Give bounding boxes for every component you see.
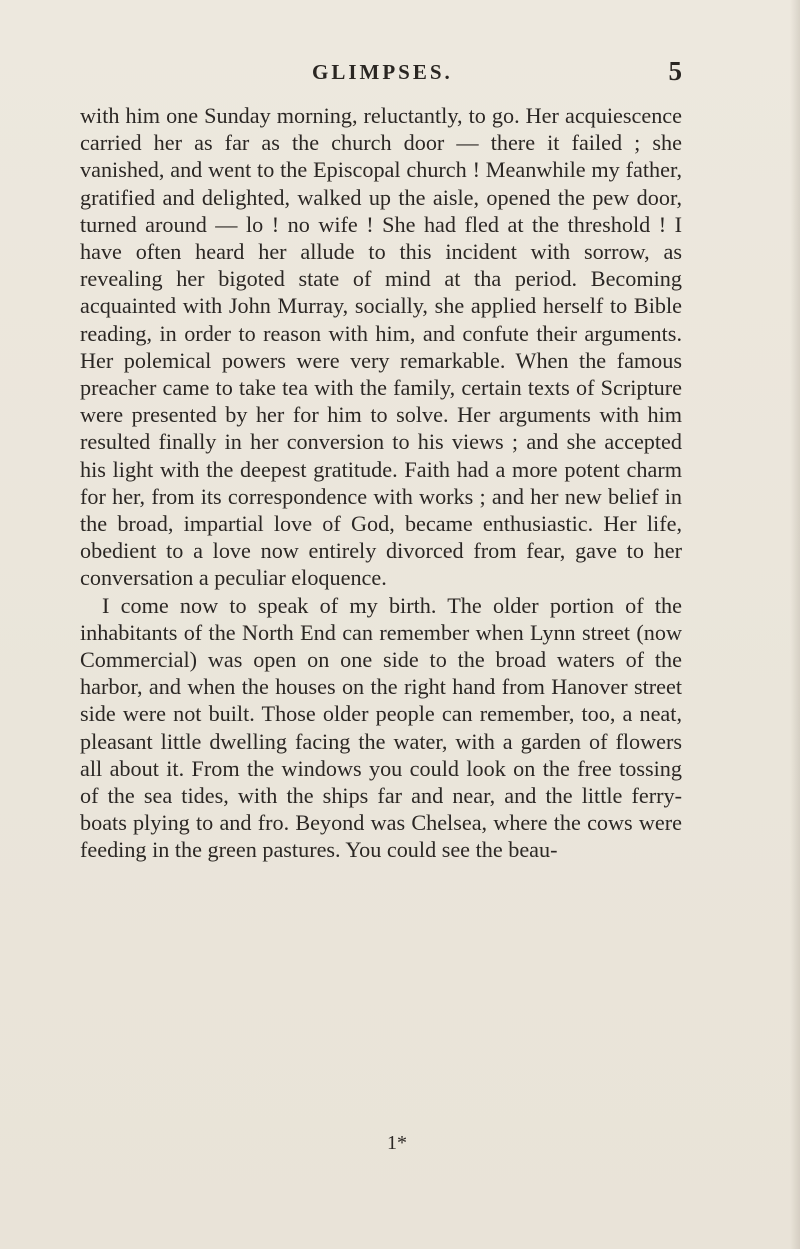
paragraph-1: with him one Sunday morning, reluctantly, to go. Her acquiescence carried her as far as the church door — there it failed ; she vanished, and went to the Episcopal church ! Meanwhile my father, gratified and delighted, walked up the aisle, opened the pew door, turned around — lo ! no wife ! She had fled at the threshold ! I have often heard her allude to this incident with sorrow, as revealing her bigoted state of mind at tha period. Becoming acquainted with John Murray, socially, she applied herself to Bible reading, in order to reason with him, and confute their arguments. Her polemical powers were very remarkable. When the famous preacher came to take tea with the family, certain texts of Scripture were presented by her for him to solve. Her arguments with him resulted finally in her conversion to his views ; and she accepted his light with the deepest gratitude. Faith had a more potent charm for her, from its correspondence with works ; and her new belief in the broad, impartial love of God, became enthusiastic. Her life, obedient to a love now entirely divorced from fear, gave to her conversation a peculiar eloquence. bbox=[80, 103, 682, 591]
running-head: GLIMPSES. bbox=[312, 60, 453, 84]
body-text bbox=[80, 102, 682, 864]
signature-mark: 1* bbox=[387, 1132, 407, 1154]
paragraph-2: I come now to speak of my birth. The older portion of the inhabitants of the North End can remember when Lynn street (now Commercial) was open on one side to the broad waters of the harbor, and when the houses on the right hand from Hanover street side were not built. Those older people can remember, too, a neat, pleasant little dwelling facing the water, with a garden of flowers all about it. From the windows you could look on the free tossing of the sea tides, with the ships far and near, and the little ferry-boats plying to and fro. Beyond was Chelsea, where the cows were feeding in the green pastures. You could see the beau- bbox=[80, 592, 682, 863]
page-header bbox=[100, 56, 682, 90]
page-number: 5 bbox=[668, 56, 682, 86]
page-edge-shadow bbox=[790, 0, 800, 1249]
